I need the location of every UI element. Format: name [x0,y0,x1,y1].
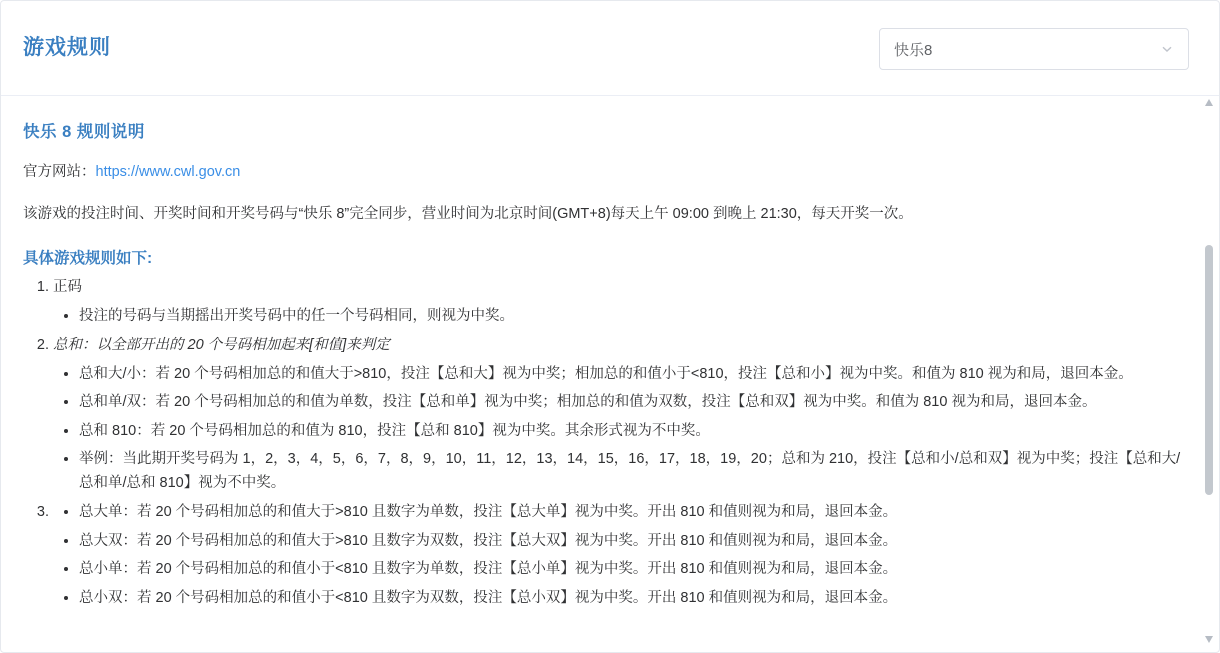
rule-subitem: • 总大双：若 20 个号码相加总的和值大于>810 且数字为双数，投注【总大双】视为中奖。开出 810 和值则视为和局，退回本金。 [79,530,1185,553]
rule-sublist [53,501,1185,610]
rule-subitem: • 总小单：若 20 个号码相加总的和值小于<810 且数字为单数，投注【总小单】视为中奖。开出 810 和值则视为和局，退回本金。 [79,558,1185,581]
official-website-link[interactable]: https://www.cwl.gov.cn [95,164,241,180]
rules-content [1,96,1219,653]
rule-subitem: • 总和单/双：若 20 个号码相加总的和值为单数，投注【总和单】视为中奖；相加总的和值为双数，投注【总和双】视为中奖。和值为 810 视为和局，退回本金。 [79,391,1185,414]
page-title: 游戏规则 [23,36,111,59]
rule-subitem: • 总小双：若 20 个号码相加总的和值小于<810 且数字为双数，投注【总小双】视为中奖。开出 810 和值则视为和局，退回本金。 [79,587,1185,610]
rule-subitem: • 举例：当此期开奖号码为 1，2，3，4，5，6，7，8，9，10，11，12，13，14，15，16，17，18，19，20；总和为 210，投注【总和小/总和双】视为中奖；投注【总和大/总和单/总和 810】视为不中奖。 [79,448,1185,495]
official-website-line [23,161,1185,184]
rule-sublist [53,363,1185,495]
rule-sublist [53,305,1185,328]
page-header [1,1,1219,96]
rule-title: 总和：以全部开出的 20 个号码相加起来[和值]来判定 [53,337,390,354]
rule-subitem: • 总和大/小：若 20 个号码相加总的和值大于>810，投注【总和大】视为中奖；相加总的和值小于<810，投注【总和小】视为中奖。和值为 810 视为和局，退回本金。 [79,363,1185,386]
rules-heading: 具体游戏规则如下: [23,250,153,268]
rule-subitem: • 3. 总大单：若 20 个号码相加总的和值大于>810 且数字为单数，投注【总大单】视为中奖。开出 810 和值则视为和局，退回本金。 [79,501,1185,524]
caret-up-icon[interactable] [1205,99,1213,108]
rule-subitem: • 总和 810：若 20 个号码相加总的和值为 810，投注【总和 810】视为中奖。其余形式视为不中奖。 [79,420,1185,443]
rule-item [53,334,1185,495]
caret-down-icon[interactable] [1205,634,1213,643]
game-select[interactable] [879,28,1189,70]
rule-subitem: • 投注的号码与当期摇出开奖号码中的任一个号码相同，则视为中奖。 [79,305,1185,328]
game-select-value: 快乐8 [894,41,933,59]
rules-list [23,276,1185,610]
rule-item [53,276,1185,328]
rule-item [53,501,1185,610]
intro-paragraph: 该游戏的投注时间、开奖时间和开奖号码与“快乐 8”完全同步，营业时间为北京时间(GMT+8)每天上午 09:00 到晚上 21:30，每天开奖一次。 [23,206,913,223]
scrollbar[interactable] [1205,97,1213,645]
official-website-label: 官方网站： [23,164,96,180]
section-title: 快乐 8 规则说明 [23,123,145,141]
scrollbar-thumb[interactable] [1205,245,1213,495]
chevron-down-icon [1160,42,1174,56]
rule-title: 正码 [53,279,82,296]
